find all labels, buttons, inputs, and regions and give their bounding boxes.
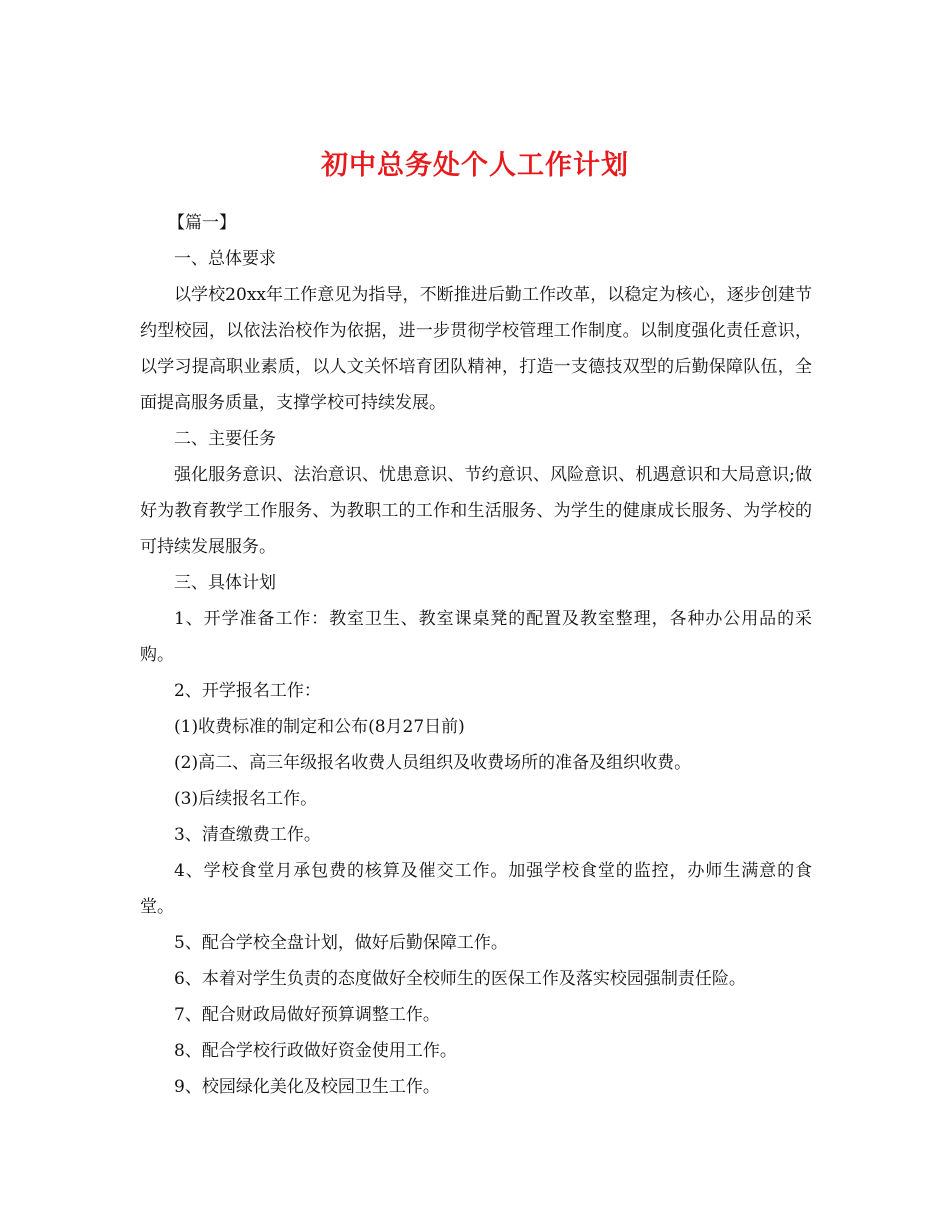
plan-subitem-2-3: (3)后续报名工作。 (174, 789, 318, 809)
plan-item-6: 6、本着对学生负责的态度做好全校师生的医保工作及落实校园强制责任险。 (174, 969, 746, 989)
plan-item-7: 7、配合财政局做好预算调整工作。 (174, 1005, 440, 1025)
paragraph-general-requirements: 以学校20xx年工作意见为指导，不断推进后勤工作改革，以稳定为核心，逐步创建节约型校园，以依法治校作为依据，进一步贯彻学校管理工作制度。以制度强化责任意识，以学习提高职业素质，以人文关怀培育团队精神，打造一支德技双型的后勤保障队伍，全面提高服务质量，支撑学校可持续发展。 (140, 285, 812, 413)
paragraph-main-tasks: 强化服务意识、法治意识、忧患意识、节约意识、风险意识、机遇意识和大局意识;做好为教育教学工作服务、为教职工的工作和生活服务、为学生的健康成长服务、为学校的可持续发展服务。 (140, 465, 812, 557)
plan-subitem-2-2: (2)高二、高三年级报名收费人员组织及收费场所的准备及组织收费。 (174, 753, 692, 773)
plan-item-3: 3、清查缴费工作。 (174, 825, 321, 845)
plan-item-5: 5、配合学校全盘计划，做好后勤保障工作。 (174, 933, 508, 953)
part-heading: 【篇一】 (168, 213, 236, 233)
section-heading-main-tasks: 二、主要任务 (174, 429, 276, 449)
plan-item-8: 8、配合学校行政做好资金使用工作。 (174, 1041, 457, 1061)
plan-item-2: 2、开学报名工作： (174, 681, 321, 701)
section-heading-specific-plan: 三、具体计划 (174, 573, 276, 593)
document-title: 初中总务处个人工作计划 (321, 150, 629, 182)
plan-item-4: 4、学校食堂月承包费的核算及催交工作。加强学校食堂的监控，办师生满意的食堂。 (140, 861, 812, 917)
section-heading-general-requirements: 一、总体要求 (174, 249, 276, 269)
plan-subitem-2-1: (1)收费标准的制定和公布(8月27日前) (174, 717, 465, 737)
plan-item-9: 9、校园绿化美化及校园卫生工作。 (174, 1077, 440, 1097)
plan-item-1: 1、开学准备工作：教室卫生、教室课桌凳的配置及教室整理，各种办公用品的采购。 (140, 609, 812, 665)
document-body (140, 205, 812, 1105)
